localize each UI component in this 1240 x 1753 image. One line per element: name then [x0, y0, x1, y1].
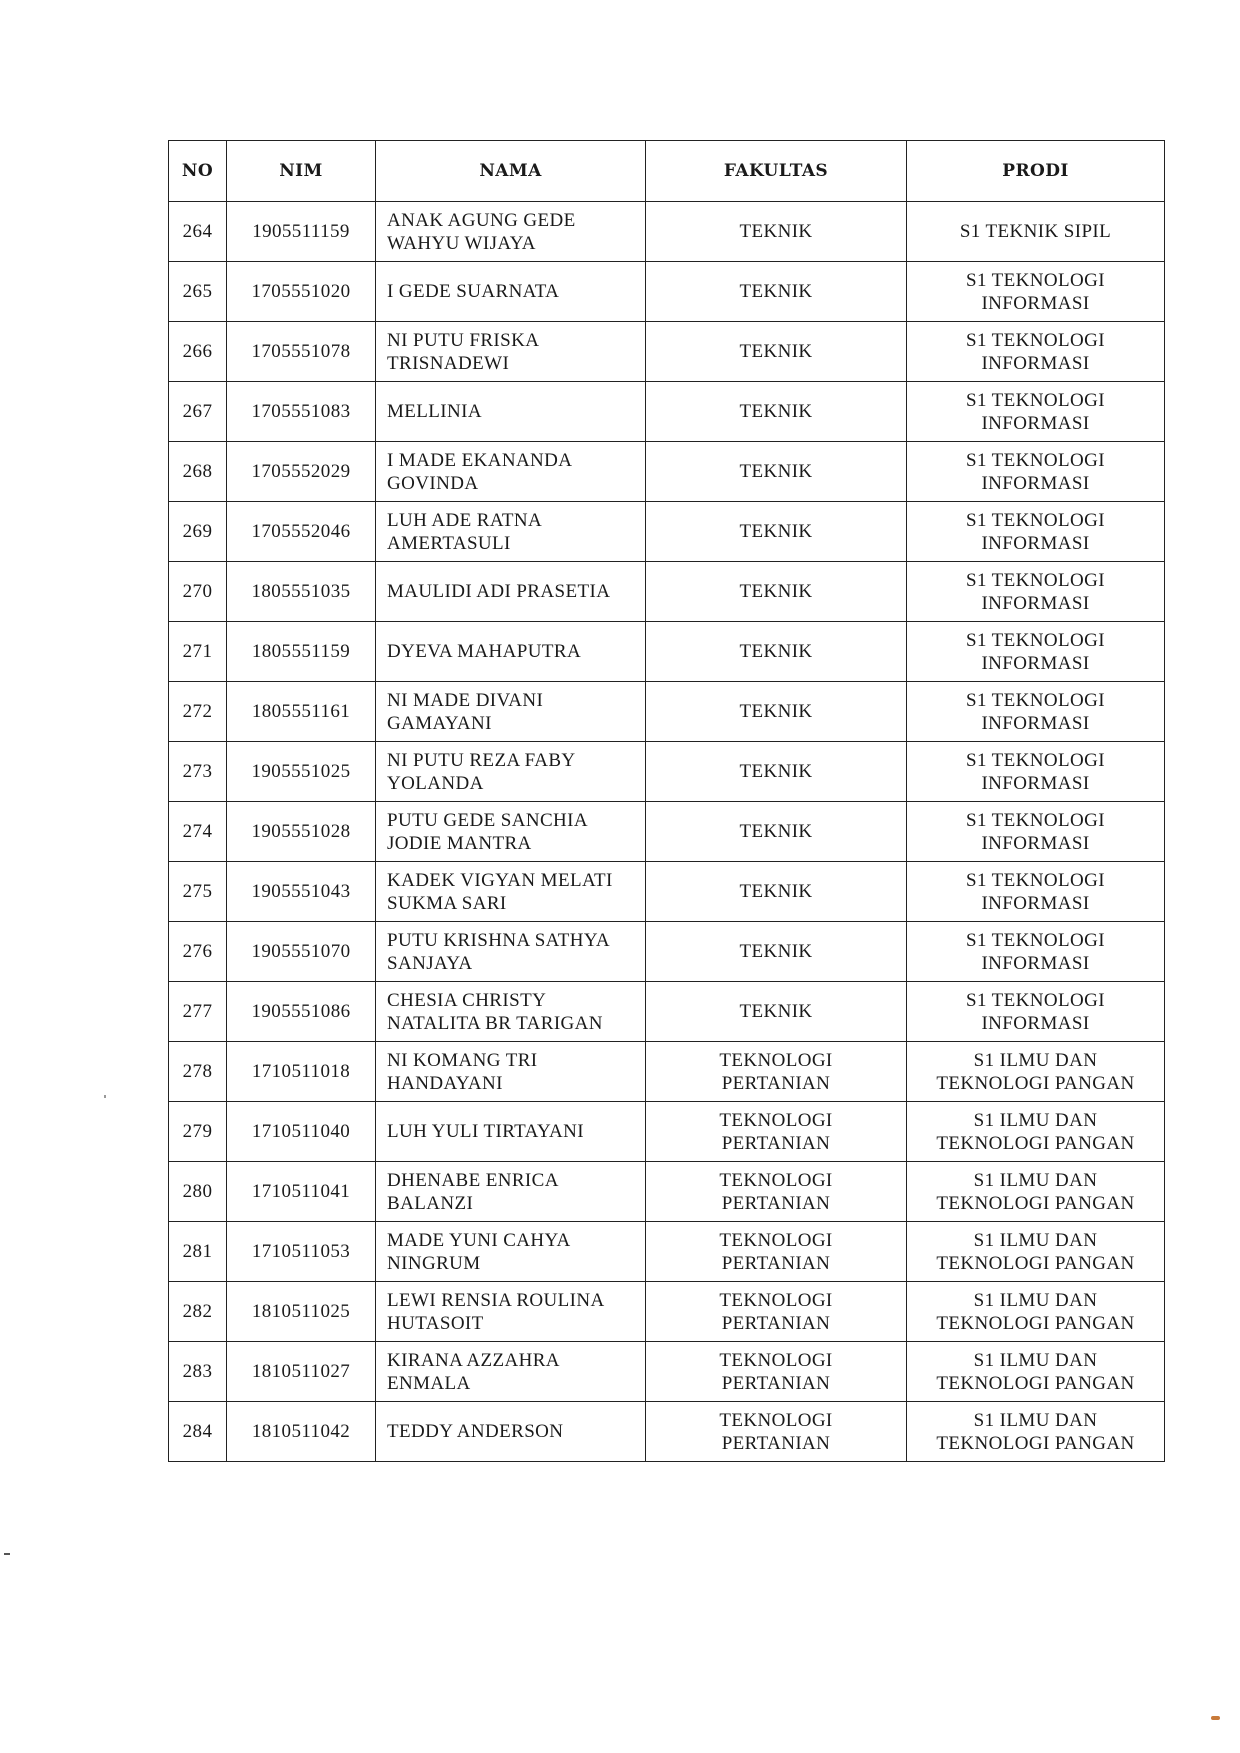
cell-fakultas — [646, 1282, 907, 1342]
cell-prodi — [907, 1342, 1165, 1402]
cell-fakultas-line: PERTANIAN — [721, 1252, 831, 1274]
table-row — [169, 622, 1165, 682]
cell-fakultas — [646, 1222, 907, 1282]
cell-fakultas-line: TEKNIK — [739, 521, 813, 542]
cell-nama-line: NI PUTU REZA FABY — [387, 749, 576, 771]
cell-prodi-line: S1 TEKNOLOGI — [965, 749, 1106, 771]
cell-nim: 1705551020 — [227, 262, 376, 322]
cell-prodi-line: S1 ILMU DAN — [973, 1109, 1098, 1131]
cell-prodi — [907, 742, 1165, 802]
cell-fakultas-line: TEKNOLOGI — [719, 1409, 833, 1431]
cell-prodi — [907, 502, 1165, 562]
cell-prodi-line: S1 TEKNOLOGI — [965, 449, 1106, 471]
cell-prodi-line: S1 TEKNOLOGI — [965, 869, 1106, 891]
cell-nama — [376, 862, 646, 922]
cell-nama-line: HANDAYANI — [387, 1072, 503, 1094]
cell-prodi-line: TEKNOLOGI PANGAN — [936, 1132, 1135, 1154]
cell-nama-line: GAMAYANI — [387, 712, 492, 734]
cell-fakultas-line: PERTANIAN — [721, 1072, 831, 1094]
cell-nama-line: PUTU KRISHNA SATHYA — [387, 929, 610, 951]
cell-prodi-line: S1 TEKNOLOGI — [965, 689, 1106, 711]
cell-no: 274 — [169, 802, 227, 862]
table-row — [169, 1042, 1165, 1102]
cell-fakultas — [646, 862, 907, 922]
cell-nama-line: PUTU GEDE SANCHIA — [387, 809, 589, 831]
cell-nama — [376, 1162, 646, 1222]
cell-fakultas-line: TEKNOLOGI — [719, 1169, 833, 1191]
header-nim: NIM — [227, 141, 376, 202]
cell-prodi — [907, 1402, 1165, 1462]
cell-prodi-line: S1 TEKNOLOGI — [965, 929, 1106, 951]
table-row — [169, 262, 1165, 322]
cell-nim: 1905551025 — [227, 742, 376, 802]
cell-no: 266 — [169, 322, 227, 382]
cell-fakultas — [646, 622, 907, 682]
cell-nama-line: HUTASOIT — [387, 1312, 484, 1334]
table-row — [169, 802, 1165, 862]
cell-fakultas-line: TEKNOLOGI — [719, 1349, 833, 1371]
cell-prodi — [907, 1282, 1165, 1342]
cell-fakultas-line: TEKNOLOGI — [719, 1109, 833, 1131]
cell-prodi-line: S1 ILMU DAN — [973, 1349, 1098, 1371]
cell-fakultas-line: TEKNIK — [739, 1001, 813, 1022]
cell-fakultas-line: TEKNIK — [739, 881, 813, 902]
scan-speck — [4, 1553, 10, 1555]
cell-prodi-line: INFORMASI — [981, 412, 1090, 434]
cell-prodi — [907, 922, 1165, 982]
table-row — [169, 742, 1165, 802]
table-row — [169, 502, 1165, 562]
cell-prodi-line: S1 TEKNOLOGI — [965, 329, 1106, 351]
header-no: NO — [169, 141, 227, 202]
cell-nama — [376, 1042, 646, 1102]
cell-nama-line: NI KOMANG TRI — [387, 1049, 538, 1071]
cell-fakultas — [646, 982, 907, 1042]
cell-prodi — [907, 322, 1165, 382]
cell-fakultas — [646, 202, 907, 262]
cell-fakultas-line: TEKNIK — [739, 581, 813, 602]
cell-fakultas — [646, 322, 907, 382]
cell-nama — [376, 202, 646, 262]
cell-fakultas-line: TEKNIK — [739, 761, 813, 782]
cell-fakultas — [646, 1102, 907, 1162]
cell-prodi-line: S1 TEKNOLOGI — [965, 509, 1106, 531]
table-row — [169, 1162, 1165, 1222]
cell-nama-line: WAHYU WIJAYA — [387, 232, 536, 254]
cell-prodi-line: INFORMASI — [981, 892, 1090, 914]
cell-nama-line: LEWI RENSIA ROULINA — [387, 1289, 605, 1311]
cell-nama-line: DYEVA MAHAPUTRA — [387, 641, 582, 662]
cell-fakultas — [646, 1342, 907, 1402]
cell-prodi — [907, 622, 1165, 682]
cell-nama — [376, 262, 646, 322]
cell-nama-line: MELLINIA — [387, 401, 483, 422]
cell-fakultas-line: PERTANIAN — [721, 1372, 831, 1394]
cell-nama-line: SUKMA SARI — [387, 892, 507, 914]
cell-prodi-line: INFORMASI — [981, 352, 1090, 374]
cell-no: 271 — [169, 622, 227, 682]
cell-prodi-line: TEKNOLOGI PANGAN — [936, 1312, 1135, 1334]
cell-prodi-line: TEKNOLOGI PANGAN — [936, 1432, 1135, 1454]
cell-nama-line: MAULIDI ADI PRASETIA — [387, 581, 611, 602]
table-row — [169, 1102, 1165, 1162]
cell-nama-line: AMERTASULI — [387, 532, 511, 554]
cell-prodi — [907, 802, 1165, 862]
cell-prodi-line: S1 ILMU DAN — [973, 1049, 1098, 1071]
cell-nim: 1705551083 — [227, 382, 376, 442]
cell-fakultas-line: TEKNOLOGI — [719, 1289, 833, 1311]
cell-nama-line: NI PUTU FRISKA — [387, 329, 540, 351]
cell-fakultas-line: TEKNOLOGI — [719, 1049, 833, 1071]
cell-nama — [376, 622, 646, 682]
table-row — [169, 202, 1165, 262]
cell-no: 268 — [169, 442, 227, 502]
cell-nama-line: NI MADE DIVANI — [387, 689, 544, 711]
cell-nim: 1705552046 — [227, 502, 376, 562]
cell-fakultas-line: PERTANIAN — [721, 1132, 831, 1154]
cell-prodi-line: S1 ILMU DAN — [973, 1289, 1098, 1311]
cell-nama — [376, 1342, 646, 1402]
table-row — [169, 862, 1165, 922]
cell-fakultas-line: TEKNIK — [739, 341, 813, 362]
cell-fakultas-line: TEKNIK — [739, 701, 813, 722]
cell-nama-line: ENMALA — [387, 1372, 471, 1394]
header-nama: NAMA — [376, 141, 646, 202]
cell-prodi-line: INFORMASI — [981, 532, 1090, 554]
cell-prodi-line: TEKNOLOGI PANGAN — [936, 1192, 1135, 1214]
cell-no: 269 — [169, 502, 227, 562]
cell-fakultas-line: TEKNIK — [739, 641, 813, 662]
cell-nama — [376, 502, 646, 562]
cell-no: 278 — [169, 1042, 227, 1102]
cell-nama-line: NATALITA BR TARIGAN — [387, 1012, 603, 1034]
cell-prodi-line: INFORMASI — [981, 712, 1090, 734]
cell-fakultas-line: TEKNIK — [739, 941, 813, 962]
cell-fakultas-line: TEKNIK — [739, 401, 813, 422]
cell-no: 279 — [169, 1102, 227, 1162]
table-row — [169, 922, 1165, 982]
cell-prodi — [907, 202, 1165, 262]
cell-fakultas — [646, 1402, 907, 1462]
cell-prodi-line: S1 ILMU DAN — [973, 1409, 1098, 1431]
cell-prodi-line: INFORMASI — [981, 772, 1090, 794]
cell-no: 275 — [169, 862, 227, 922]
cell-prodi-line: INFORMASI — [981, 292, 1090, 314]
cell-prodi-line: S1 TEKNOLOGI — [965, 809, 1106, 831]
cell-no: 277 — [169, 982, 227, 1042]
cell-prodi-line: INFORMASI — [981, 592, 1090, 614]
scan-speck — [1211, 1716, 1220, 1720]
cell-fakultas — [646, 922, 907, 982]
cell-prodi-line: INFORMASI — [981, 832, 1090, 854]
cell-nim: 1710511053 — [227, 1222, 376, 1282]
table-row — [169, 1342, 1165, 1402]
table-row — [169, 1402, 1165, 1462]
cell-nama-line: ANAK AGUNG GEDE — [387, 209, 576, 231]
table-row — [169, 682, 1165, 742]
cell-prodi-line: S1 TEKNOLOGI — [965, 989, 1106, 1011]
cell-prodi-line: S1 TEKNOLOGI — [965, 629, 1106, 651]
cell-nama — [376, 802, 646, 862]
cell-no: 272 — [169, 682, 227, 742]
cell-nim: 1905511159 — [227, 202, 376, 262]
cell-nim: 1905551086 — [227, 982, 376, 1042]
cell-nama-line: SANJAYA — [387, 952, 473, 974]
cell-no: 283 — [169, 1342, 227, 1402]
cell-nama — [376, 562, 646, 622]
cell-nim: 1905551028 — [227, 802, 376, 862]
cell-nama-line: LUH YULI TIRTAYANI — [387, 1121, 584, 1142]
cell-fakultas — [646, 1162, 907, 1222]
cell-fakultas-line: TEKNIK — [739, 461, 813, 482]
cell-prodi-line: INFORMASI — [981, 1012, 1090, 1034]
table-row — [169, 1282, 1165, 1342]
cell-fakultas — [646, 802, 907, 862]
cell-nim: 1905551043 — [227, 862, 376, 922]
header-prodi: PRODI — [907, 141, 1165, 202]
cell-prodi-line: INFORMASI — [981, 952, 1090, 974]
cell-prodi-line: S1 ILMU DAN — [973, 1169, 1098, 1191]
cell-nama — [376, 1282, 646, 1342]
cell-prodi — [907, 1042, 1165, 1102]
cell-no: 267 — [169, 382, 227, 442]
cell-nim: 1805551035 — [227, 562, 376, 622]
cell-prodi-line: S1 TEKNIK SIPIL — [959, 221, 1112, 242]
cell-prodi-line: INFORMASI — [981, 652, 1090, 674]
cell-fakultas — [646, 562, 907, 622]
student-table — [168, 140, 1165, 1462]
cell-nim: 1805551159 — [227, 622, 376, 682]
cell-no: 284 — [169, 1402, 227, 1462]
cell-prodi — [907, 1162, 1165, 1222]
cell-nim: 1705551078 — [227, 322, 376, 382]
cell-fakultas-line: TEKNIK — [739, 221, 813, 242]
cell-fakultas-line: TEKNIK — [739, 281, 813, 302]
scan-speck — [104, 1095, 106, 1098]
cell-fakultas-line: PERTANIAN — [721, 1432, 831, 1454]
cell-prodi-line: INFORMASI — [981, 472, 1090, 494]
cell-no: 265 — [169, 262, 227, 322]
cell-nama — [376, 742, 646, 802]
cell-nama — [376, 1222, 646, 1282]
cell-nama-line: TEDDY ANDERSON — [387, 1421, 564, 1442]
cell-no: 273 — [169, 742, 227, 802]
table-row — [169, 382, 1165, 442]
cell-nim: 1810511042 — [227, 1402, 376, 1462]
cell-nama-line: DHENABE ENRICA — [387, 1169, 559, 1191]
cell-prodi — [907, 562, 1165, 622]
cell-no: 276 — [169, 922, 227, 982]
cell-prodi — [907, 262, 1165, 322]
cell-no: 282 — [169, 1282, 227, 1342]
table-row — [169, 562, 1165, 622]
cell-nama — [376, 682, 646, 742]
cell-fakultas — [646, 382, 907, 442]
cell-nama-line: KADEK VIGYAN MELATI — [387, 869, 613, 891]
table-row — [169, 322, 1165, 382]
cell-prodi-line: S1 TEKNOLOGI — [965, 269, 1106, 291]
table-row — [169, 982, 1165, 1042]
cell-nim: 1810511027 — [227, 1342, 376, 1402]
cell-prodi — [907, 442, 1165, 502]
table-row — [169, 442, 1165, 502]
table-row — [169, 1222, 1165, 1282]
cell-prodi — [907, 382, 1165, 442]
cell-nama — [376, 1402, 646, 1462]
cell-no: 264 — [169, 202, 227, 262]
cell-fakultas-line: TEKNOLOGI — [719, 1229, 833, 1251]
cell-prodi-line: S1 TEKNOLOGI — [965, 569, 1106, 591]
cell-nama-line: TRISNADEWI — [387, 352, 510, 374]
cell-fakultas-line: PERTANIAN — [721, 1312, 831, 1334]
cell-nama-line: GOVINDA — [387, 472, 479, 494]
header-fakultas: FAKULTAS — [646, 141, 907, 202]
cell-nim: 1710511018 — [227, 1042, 376, 1102]
cell-fakultas — [646, 742, 907, 802]
cell-prodi — [907, 682, 1165, 742]
cell-nama-line: NINGRUM — [387, 1252, 481, 1274]
table-body — [169, 202, 1165, 1462]
cell-nama-line: I GEDE SUARNATA — [387, 281, 560, 302]
cell-nim: 1710511040 — [227, 1102, 376, 1162]
cell-prodi — [907, 982, 1165, 1042]
cell-nama — [376, 382, 646, 442]
cell-nama-line: JODIE MANTRA — [387, 832, 532, 854]
cell-prodi-line: S1 TEKNOLOGI — [965, 389, 1106, 411]
cell-nama — [376, 982, 646, 1042]
cell-nama — [376, 922, 646, 982]
cell-fakultas-line: TEKNIK — [739, 821, 813, 842]
cell-prodi — [907, 1102, 1165, 1162]
cell-fakultas — [646, 682, 907, 742]
cell-nama-line: MADE YUNI CAHYA — [387, 1229, 571, 1251]
cell-nim: 1710511041 — [227, 1162, 376, 1222]
cell-fakultas — [646, 502, 907, 562]
cell-prodi-line: TEKNOLOGI PANGAN — [936, 1252, 1135, 1274]
cell-prodi-line: TEKNOLOGI PANGAN — [936, 1072, 1135, 1094]
cell-nim: 1810511025 — [227, 1282, 376, 1342]
cell-nim: 1705552029 — [227, 442, 376, 502]
cell-prodi — [907, 1222, 1165, 1282]
cell-nama — [376, 442, 646, 502]
cell-fakultas-line: PERTANIAN — [721, 1192, 831, 1214]
cell-nama-line: BALANZI — [387, 1192, 474, 1214]
cell-fakultas — [646, 442, 907, 502]
cell-no: 270 — [169, 562, 227, 622]
cell-nim: 1905551070 — [227, 922, 376, 982]
cell-prodi-line: TEKNOLOGI PANGAN — [936, 1372, 1135, 1394]
cell-nama-line: I MADE EKANANDA — [387, 449, 573, 471]
cell-no: 281 — [169, 1222, 227, 1282]
cell-prodi-line: S1 ILMU DAN — [973, 1229, 1098, 1251]
cell-nama — [376, 1102, 646, 1162]
cell-nama-line: CHESIA CHRISTY — [387, 989, 547, 1011]
cell-nama-line: YOLANDA — [387, 772, 484, 794]
cell-nama — [376, 322, 646, 382]
cell-no: 280 — [169, 1162, 227, 1222]
cell-nim: 1805551161 — [227, 682, 376, 742]
cell-nama-line: KIRANA AZZAHRA — [387, 1349, 560, 1371]
cell-nama-line: LUH ADE RATNA — [387, 509, 543, 531]
cell-fakultas — [646, 1042, 907, 1102]
cell-fakultas — [646, 262, 907, 322]
table-header-row — [169, 141, 1165, 202]
cell-prodi — [907, 862, 1165, 922]
